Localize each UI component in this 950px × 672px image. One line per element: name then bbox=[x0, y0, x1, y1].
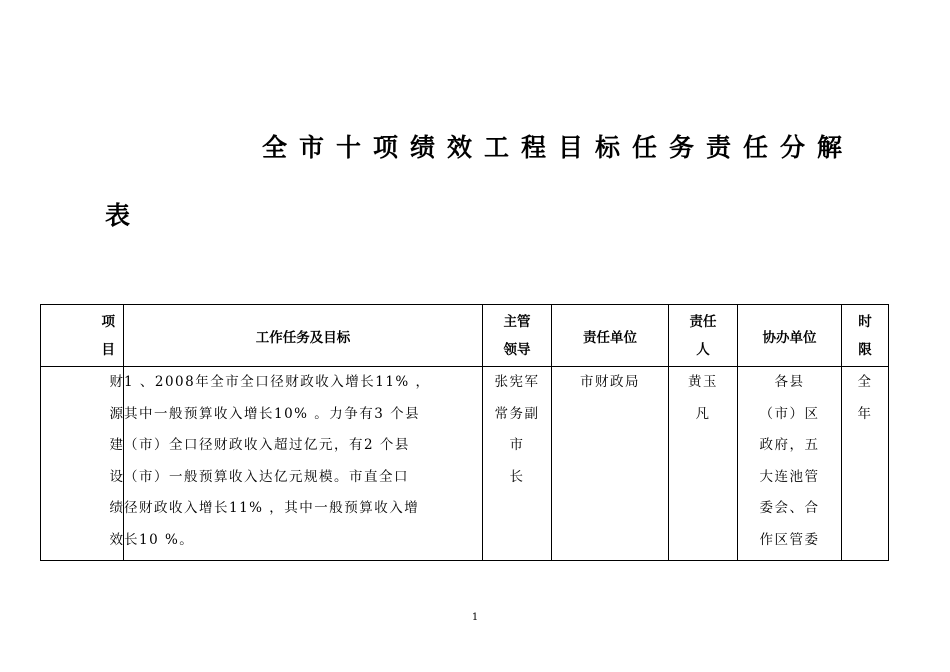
header-person: 责任 人 bbox=[669, 305, 738, 367]
cell-deadline: 全 年 bbox=[842, 367, 889, 561]
table-row bbox=[41, 367, 889, 561]
task-table bbox=[40, 304, 889, 561]
cell-assist: 各县 （市）区 政府，五 大连池管 委会、合 作区管委 bbox=[738, 367, 842, 561]
header-project: 项 目 bbox=[41, 305, 124, 367]
cell-task: 1 、2008年全市全口径财政收入增长11% ， 其中一般预算收入增长10% 。力争有3 个县 （市）全口径财政收入超过亿元，有2 个县 （市）一般预算收入达亿元规模。市直全口 径财政收入增长11% ，其中一般预算收入增 长10 %。 bbox=[124, 367, 483, 561]
document-title-line1: 全市十项绩效工程目标任务责任分解 bbox=[262, 133, 855, 162]
header-deadline: 时 限 bbox=[842, 305, 889, 367]
cell-unit: 市财政局 bbox=[552, 367, 669, 561]
document-title-line2: 表 bbox=[105, 201, 131, 230]
header-unit: 责任单位 bbox=[552, 305, 669, 367]
cell-project: 财 源 建 设 绩 效 bbox=[41, 367, 124, 561]
page-number: 1 bbox=[471, 612, 479, 623]
cell-person: 黄玉 凡 bbox=[669, 367, 738, 561]
header-task: 工作任务及目标 bbox=[124, 305, 483, 367]
header-row bbox=[41, 305, 889, 367]
cell-leader: 张宪军 常务副 市 长 bbox=[483, 367, 552, 561]
header-leader: 主管 领导 bbox=[483, 305, 552, 367]
header-assist: 协办单位 bbox=[738, 305, 842, 367]
